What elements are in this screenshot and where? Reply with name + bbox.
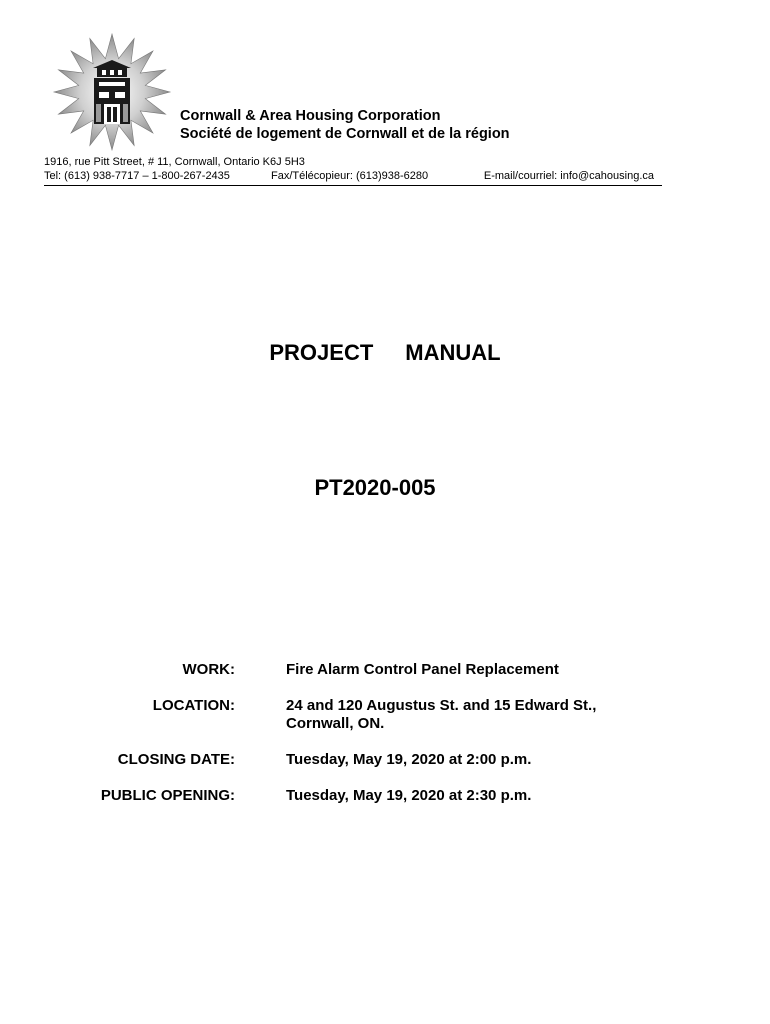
sunburst-house-icon (52, 32, 172, 152)
work-label: WORK: (182, 661, 235, 678)
location-line-1: 24 and 120 Augustus St. and 15 Edward St., (286, 697, 597, 714)
public-opening-value: Tuesday, May 19, 2020 at 2:30 p.m. (286, 787, 532, 804)
document-title (0, 340, 770, 366)
org-name-english: Cornwall & Area Housing Corporation (180, 108, 441, 124)
title-word-manual: MANUAL (405, 340, 501, 365)
work-value: Fire Alarm Control Panel Replacement (286, 661, 559, 678)
fax-number: Fax/Télécopieur: (613)938-6280 (271, 170, 429, 182)
org-name-french: Société de logement de Cornwall et de la région (180, 126, 510, 142)
title-word-project: PROJECT (269, 340, 374, 365)
org-address: 1916, rue Pitt Street, # 11, Cornwall, Ontario K6J 5H3 (44, 156, 305, 168)
organization-header (180, 107, 510, 143)
public-opening-label: PUBLIC OPENING: (100, 787, 235, 804)
phone-number: Tel: (613) 938-7717 – 1-800-267-2435 (44, 170, 230, 182)
closing-date-label: CLOSING DATE: (117, 751, 235, 768)
email-address: E-mail/courriel: info@cahousing.ca (483, 170, 654, 182)
project-number: PT2020-005 (314, 475, 436, 500)
contact-row (44, 169, 662, 183)
closing-date-value: Tuesday, May 19, 2020 at 2:00 p.m. (286, 751, 532, 768)
location-label: LOCATION: (152, 697, 235, 714)
location-line-2: Cornwall, ON. (286, 715, 385, 732)
location-value (286, 697, 596, 733)
header-divider (44, 185, 662, 186)
